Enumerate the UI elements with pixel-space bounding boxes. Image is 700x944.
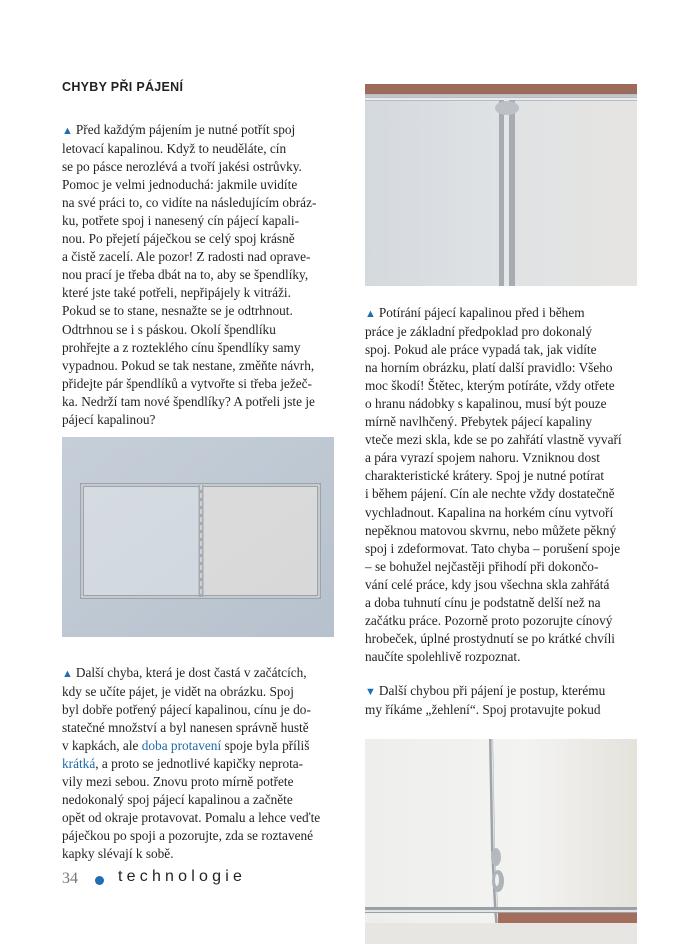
triangle-up-icon: ▲ (365, 308, 376, 320)
section-name: technologie (118, 868, 247, 885)
paragraph-1: ▲ Před každým pájením je nutné potřít spoj letovací kapalinou. Když to neuděláte, cín se po pásce nerozlévá a tvoří jakési ostrůvky. Pomoc je velmi jednoduchá: jakmile uvidíte na své práci to, co vidíte na následujícím obráz- ku, potřete spoj i nanesený cín pájecí kapali- nou. Po přejetí páječkou se celý spoj krásně a čistě zacelí. Ale pozor! Z radosti nad oprave- nou prací je třeba dbát na to, aby se špendlíky, které jste také potřeli, nepřipájely k vitráži. Pokud se to stane, nesnažte se je odtrhnout. Odtrhnou se i s páskou. Okolí špendlíku prohřejte a z roztekléhо cínu špendlíky samy vypadnou. Pokud se tak nestane, změňte návrh, přidejte pár špendlíků a vytvořte si třeba ježeč- ka. Nedrží tam nové špendlíky? A potřeli jste je pájecí kapalinou? (62, 122, 317, 427)
paragraph-4: ▼ Další chybou při pájení je postup, kterému my říkáme „žehlení“. Spoj protavujte pokud (365, 683, 606, 718)
triangle-up-icon: ▲ (62, 668, 73, 680)
section-heading: CHYBY PŘI PÁJENÍ (62, 80, 184, 94)
photo-joint-top (365, 84, 637, 286)
photo-joint-bottom-illustration (365, 739, 637, 944)
highlight-kratka: krátká (62, 756, 96, 772)
triangle-up-icon: ▲ (62, 125, 73, 137)
paragraph-3: ▲ Potírání pájecí kapalinou před i během práce je základní předpoklad pro dokonalý spoj. Pokud ale práce vypadá tak, jak vidíte na horním obrázku, platí další pravidlo: Všeho moc škodí! Štětec, kterým potíráte, vždy otřete o hranu nádobky s kapalinou, musí být pouze mírně navlhčený. Přebytek pájecí kapaliny vteče mezi skla, kde se po zahřátí vlastně vyvaří a pára vyrazí spojem nahoru. Vzniknou dost charakteristické krátery. Spoj je nutné potírat i během pájení. Cín ale nechte vždy dostatečně vychladnout. Kapalina na horkém cínu vytvoří nepěknou matovou skvrnu, nebo můžete pěkný spoj i zdeformovat. Tato chyba – porušení spoje – se bohužel nejčastěji přihodí při dokončo- vání celé práce, kdy jsou všechna skla zahřátá a doba tuhnutí cínu je podstatně delší než na začátku práce. Pozorně proto pozorujte cínový hrobeček, úplné prostydnutí se po krátké chvíli naučíte spolehlivě rozpoznat. (365, 305, 622, 664)
photo-frames-illustration (62, 437, 334, 637)
page-number: 34 (62, 870, 78, 887)
photo-joint-top-illustration (365, 84, 637, 286)
bullet-dot-icon (95, 876, 104, 885)
photo-joint-bottom (365, 739, 637, 944)
triangle-down-icon: ▼ (365, 686, 376, 698)
photo-frames (62, 437, 334, 637)
paragraph-2: ▲ Další chyba, která je dost častá v začátcích, kdy se učíte pájet, je vidět na obrázku. Spoj byl dobře potřený pájecí kapalinou, cínu je do- statečné množství a byl nanesen správně hustě v kapkách, ale doba protavení spoje byla příliš krátká, a proto se jednotlivé kapičky neprota- vily mezi sebou. Znovu proto mírně potřete nedokonalý spoj pájecí kapalinou a začněte opět od okraje protavovat. Pomalu a lehce veďte páječkou po spoji a pozorujte, zda se roztavené kapky slévají k sobě. (62, 665, 321, 862)
highlight-doba-protaveni: doba protavení (141, 738, 222, 754)
